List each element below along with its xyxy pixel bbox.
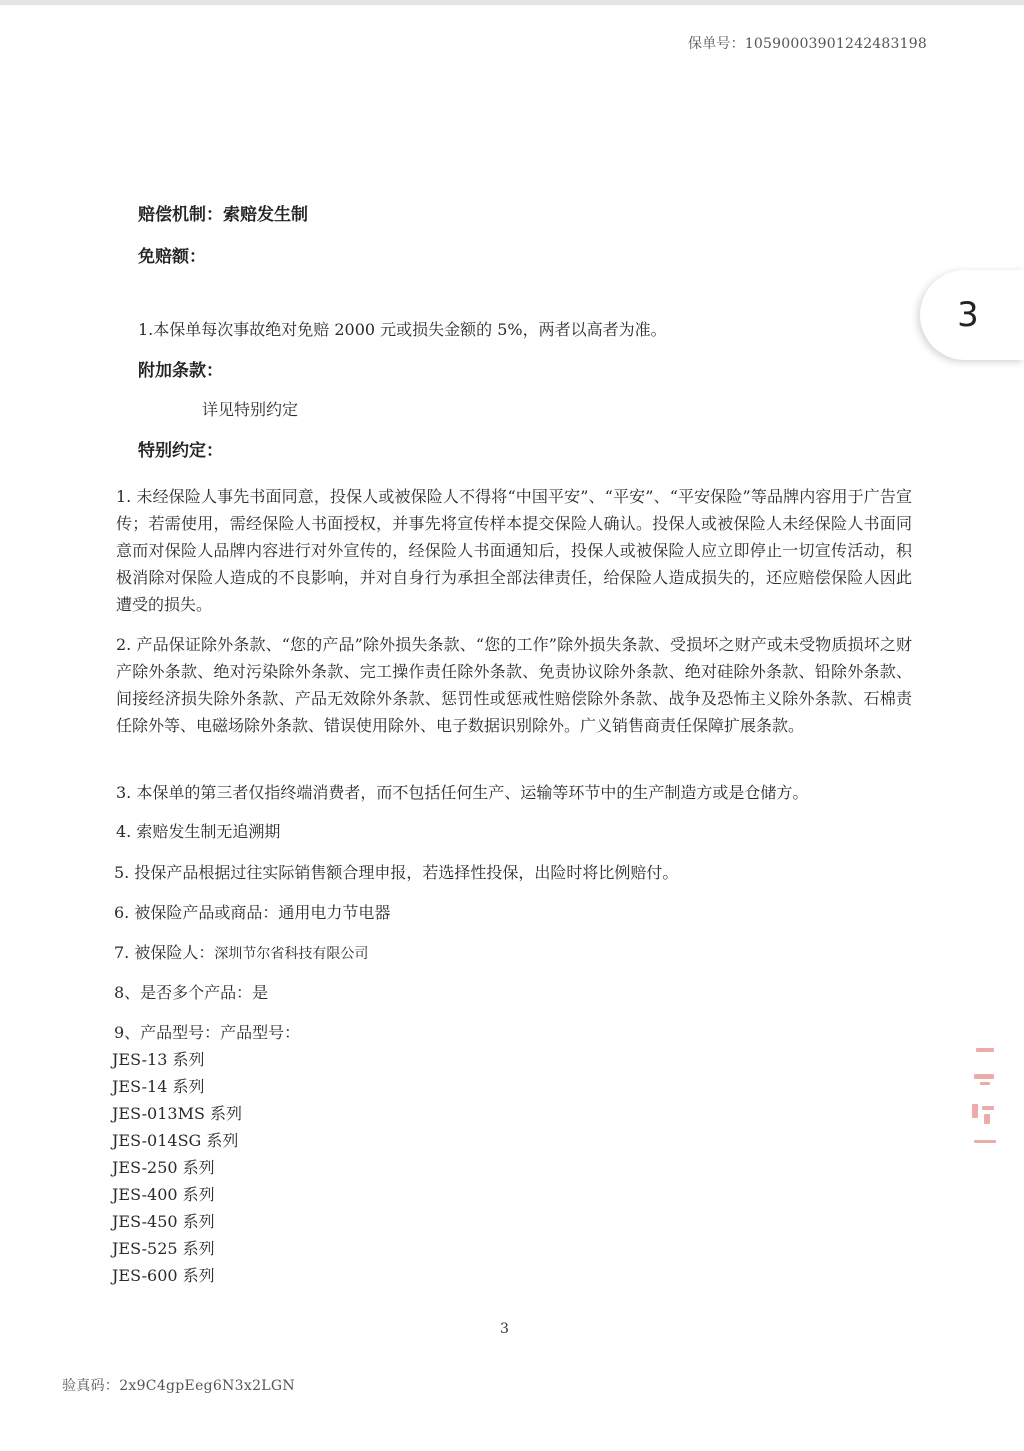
deductible-heading: 免赔额：: [138, 247, 206, 267]
policy-number: 保单号：10590003901242483198: [688, 36, 927, 52]
product-model: JES-13 系列: [112, 1050, 205, 1069]
product-model: JES-400 系列: [112, 1185, 215, 1204]
special-term-1: 1. 未经保险人事先书面同意，投保人或被保险人不得将“中国平安”、“平安”、“平安保险”等品牌内容用于广告宣传；若需使用，需经保险人书面授权，并事先将宣传样本提交保险人确认。投保人或被保险人未经保险人书面同意而对保险人品牌内容进行对外宣传的，经保险人书面通知后，投保人或被保险人应立即停止一切宣传活动，积极消除对保险人造成的不良影响，并对自身行为承担全部法律责任，给保险人造成损失的，还应赔偿保险人因此遭受的损失。: [116, 487, 912, 614]
product-model: JES-14 系列: [112, 1077, 205, 1096]
special-term-7: [114, 940, 368, 963]
product-model: JES-250 系列: [112, 1158, 215, 1177]
special-term-2: 2. 产品保证除外条款、“您的产品”除外损失条款、“您的工作”除外损失条款、受损坏之财产或未受物质损坏之财产除外条款、绝对污染除外条款、完工操作责任除外条款、免责协议除外条款、绝对硅除外条款、铅除外条款、间接经济损失除外条款、产品无效除外条款、惩罚性或惩戒性赔偿除外条款、战争及恐怖主义除外条款、石棉责任除外等、电磁场除外条款、错误使用除外、电子数据识别除外。广义销售商责任保障扩展条款。: [116, 635, 912, 735]
product-model: JES-013MS 系列: [112, 1104, 243, 1123]
special-term-3: 3. 本保单的第三者仅指终端消费者，而不包括任何生产、运输等环节中的生产制造方或是仓储方。: [116, 783, 809, 802]
special-term-9: 9、产品型号：产品型号：: [114, 1023, 301, 1042]
deductible-item: 1.本保单每次事故绝对免赔 2000 元或损失金额的 5%，两者以高者为准。: [138, 320, 667, 339]
seal-stamp-fragment: [966, 1030, 1006, 1170]
special-term-5: 5. 投保产品根据过往实际销售额合理申报，若选择性投保，出险时将比例赔付。: [114, 863, 679, 882]
additional-clauses-text: 详见特别约定: [202, 400, 299, 419]
product-model: JES-600 系列: [112, 1266, 215, 1285]
special-term-4: 4. 索赔发生制无追溯期: [116, 822, 281, 841]
verification-code: 验真码：2x9C4gpEeg6N3x2LGN: [62, 1378, 295, 1394]
page-indicator-badge[interactable]: [920, 270, 1024, 360]
page-indicator-number: 3: [957, 295, 979, 335]
compensation-mechanism: 赔偿机制：索赔发生制: [138, 205, 308, 225]
insured-company-name: 深圳节尔省科技有限公司: [214, 946, 369, 962]
special-term-6: 6. 被保险产品或商品：通用电力节电器: [114, 903, 391, 922]
product-model-list: [112, 1046, 242, 1289]
special-terms-heading: 特别约定：: [138, 441, 223, 461]
product-model: JES-450 系列: [112, 1212, 215, 1231]
page-number: 3: [500, 1321, 509, 1337]
top-strip: [0, 0, 1024, 5]
special-term-8: 8、是否多个产品：是: [114, 983, 269, 1002]
insured-label: 7. 被保险人：: [114, 943, 215, 962]
product-model: JES-014SG 系列: [112, 1131, 239, 1150]
additional-clauses-heading: 附加条款：: [138, 361, 223, 381]
product-model: JES-525 系列: [112, 1239, 215, 1258]
